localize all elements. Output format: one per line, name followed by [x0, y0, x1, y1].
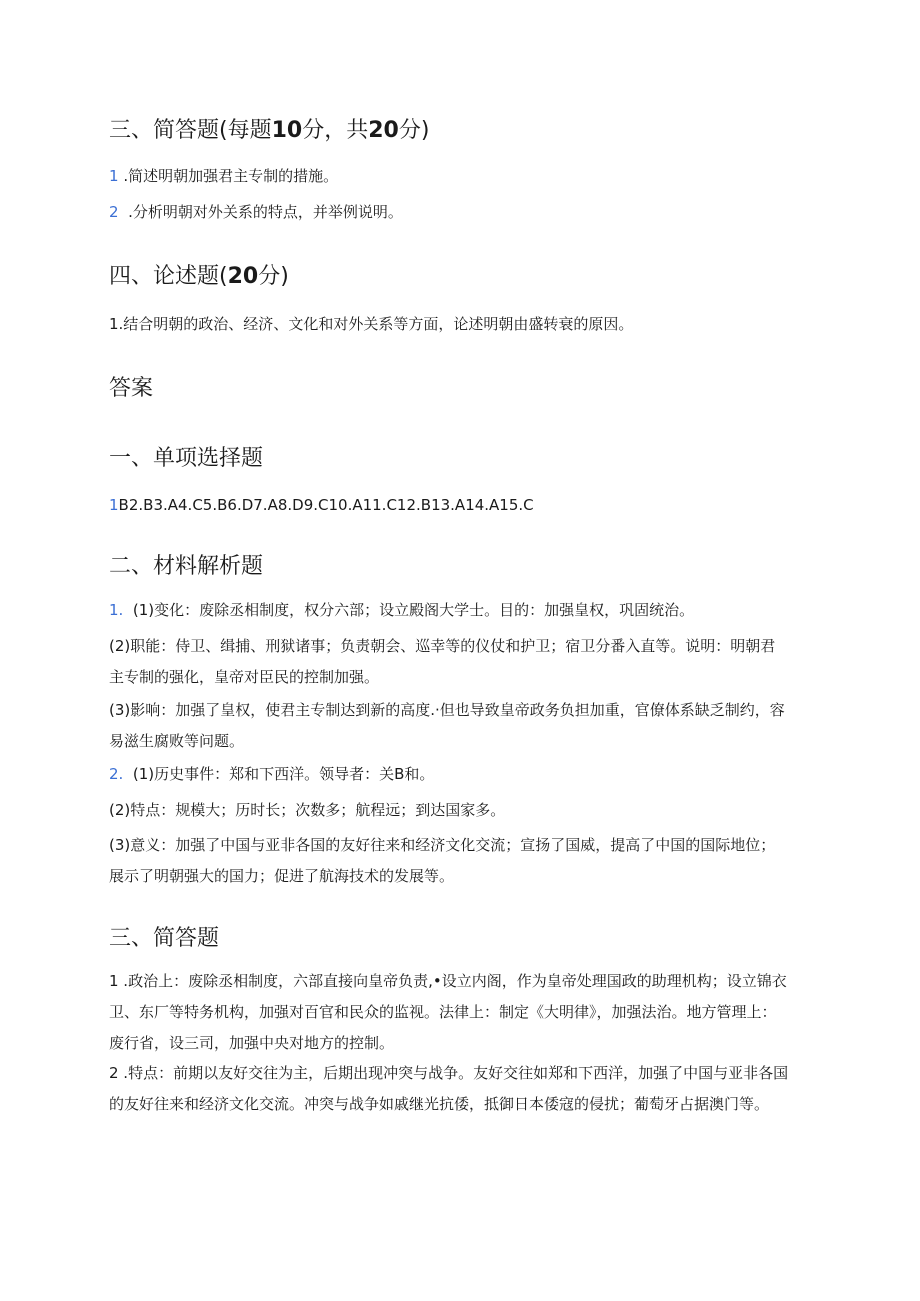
question-item — [109, 161, 821, 192]
answer-line: 1. (1)变化：废除丞相制度，权分六部；设立殿阁大学士。目的：加强皇权，巩固统治。 — [109, 601, 695, 619]
question-number: 1 — [109, 167, 119, 185]
heading-single-choice: 一、单项选择题 — [109, 446, 264, 471]
question-text: .简述明朝加强君主专制的措施。 — [123, 167, 339, 185]
question-text: .分析明朝对外关系的特点，并举例说明。 — [128, 203, 403, 221]
question-number: 2 — [109, 203, 119, 221]
heading-short-answer: 三、简答题(每题10分，共20分) — [109, 118, 430, 143]
heading-short-answer-answers: 三、简答题 — [109, 926, 220, 951]
answer-paragraph: 2 .特点：前期以友好交往为主，后期出现冲突与战争。友好交往如郑和下西洋，加强了中国与亚非各国 的友好往来和经济文化交流。冲突与战争如戚继光抗倭，抵御日本倭寇的侵扰；葡萄牙占据澳门等。 — [109, 1064, 789, 1113]
heading-essay: 四、论述题(20分) — [109, 264, 289, 289]
answer-paragraph: (3)意义：加强了中国与亚非各国的友好往来和经济文化交流；宣扬了国威，提高了中国的国际地位； 展示了明朝强大的国力；促进了航海技术的发展等。 — [109, 836, 776, 885]
heading-material-analysis: 二、材料解析题 — [109, 554, 264, 579]
answer-paragraph: (3)影响：加强了皇权，使君主专制达到新的高度.·但也导致皇帝政务负担加重，官僚体系缺乏制约，容 易滋生腐败等问题。 — [109, 701, 785, 750]
answer-paragraph: 1 .政治上：废除丞相制度，六部直接向皇帝负责,•设立内阁，作为皇帝处理国政的助理机构；设立锦衣 卫、东厂等特务机构，加强对百官和民众的监视。法律上：制定《大明律》，加强法治。地方管理上： 废行省，设三司，加强中央对地方的控制。 — [109, 972, 787, 1052]
answer-line: 2. (1)历史事件：郑和下西洋。领导者：关B和。 — [109, 765, 435, 783]
choice-answers: 1B2.B3.A4.C5.B6.D7.A8.D9.C10.A11.C12.B13.A14.A15.C — [109, 496, 534, 514]
answers-title: 答案 — [109, 376, 154, 401]
essay-question: 1.结合明朝的政治、经济、文化和对外关系等方面，论述明朝由盛转衰的原因。 — [109, 315, 634, 333]
question-item — [109, 197, 821, 228]
answer-paragraph: (2)职能：侍卫、缉捕、刑狱诸事；负责朝会、巡幸等的仪仗和护卫；宿卫分番入直等。说明：明朝君 主专制的强化，皇帝对臣民的控制加强。 — [109, 637, 776, 686]
answer-line: (2)特点：规模大；历时长；次数多；航程远；到达国家多。 — [109, 801, 506, 819]
